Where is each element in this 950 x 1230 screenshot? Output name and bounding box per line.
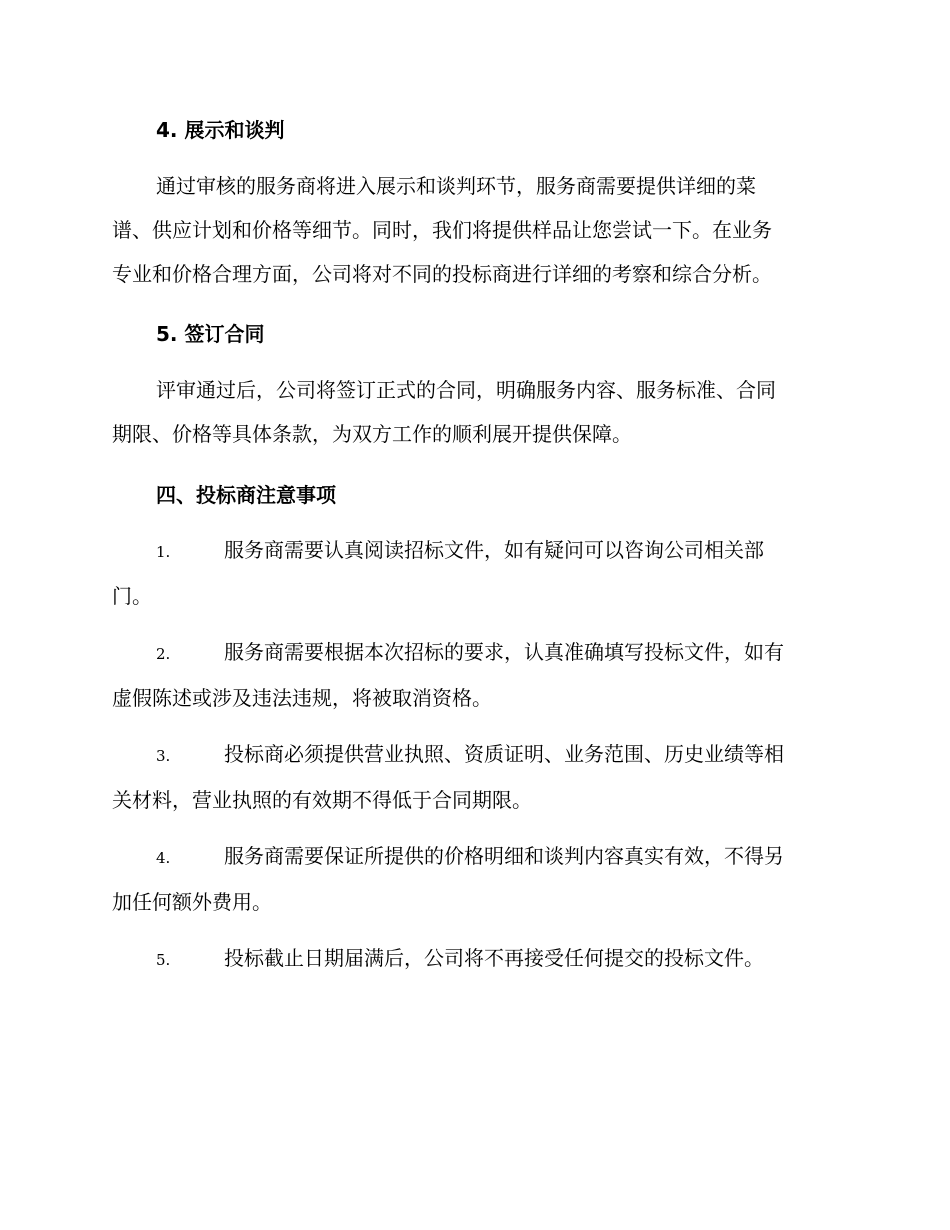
section-heading-4: 4. 展示和谈判 <box>156 118 285 142</box>
list-item <box>112 528 834 618</box>
list-item-number: 2. <box>156 645 171 663</box>
section-4-line-2: 谱、供应计划和价格等细节。同时，我们将提供样品让您尝试一下。在业务 <box>112 218 772 242</box>
section-4-line-1: 通过审核的服务商将进入展示和谈判环节，服务商需要提供详细的菜 <box>156 174 756 198</box>
section-4-line-3: 专业和价格合理方面，公司将对不同的投标商进行详细的考察和综合分析。 <box>112 262 772 286</box>
list-item-number: 1. <box>156 543 171 561</box>
section-5-paragraph <box>112 368 834 456</box>
list-item-text: 投标截止日期届满后，公司将不再接受任何提交的投标文件。 <box>224 946 764 970</box>
section-heading-5: 5. 签订合同 <box>156 322 265 346</box>
document-page <box>112 0 834 1230</box>
list-item-continuation: 加任何额外费用。 <box>112 890 272 914</box>
list-item <box>112 936 834 982</box>
list-item-number: 4. <box>156 849 171 867</box>
list-item-text: 服务商需要根据本次招标的要求，认真准确填写投标文件，如有 <box>224 640 784 664</box>
list-item-text: 服务商需要保证所提供的价格明细和谈判内容真实有效，不得另 <box>224 844 784 868</box>
section-5-line-2: 期限、价格等具体条款，为双方工作的顺利展开提供保障。 <box>112 422 632 446</box>
list-item-number: 3. <box>156 747 171 765</box>
list-item-text: 投标商必须提供营业执照、资质证明、业务范围、历史业绩等相 <box>224 742 784 766</box>
list-item <box>112 732 834 822</box>
list-item <box>112 834 834 924</box>
list-item <box>112 630 834 720</box>
list-item-continuation: 关材料，营业执照的有效期不得低于合同期限。 <box>112 788 532 812</box>
section-4-paragraph <box>112 164 834 296</box>
section-5-line-1: 评审通过后，公司将签订正式的合同，明确服务内容、服务标准、合同 <box>156 378 776 402</box>
list-item-number: 5. <box>156 951 171 969</box>
list-item-text: 服务商需要认真阅读招标文件，如有疑问可以咨询公司相关部 <box>224 538 764 562</box>
list-item-continuation: 门。 <box>112 584 152 608</box>
list-item-continuation: 虚假陈述或涉及违法违规，将被取消资格。 <box>112 686 492 710</box>
section-heading-notes: 四、投标商注意事项 <box>156 483 336 507</box>
